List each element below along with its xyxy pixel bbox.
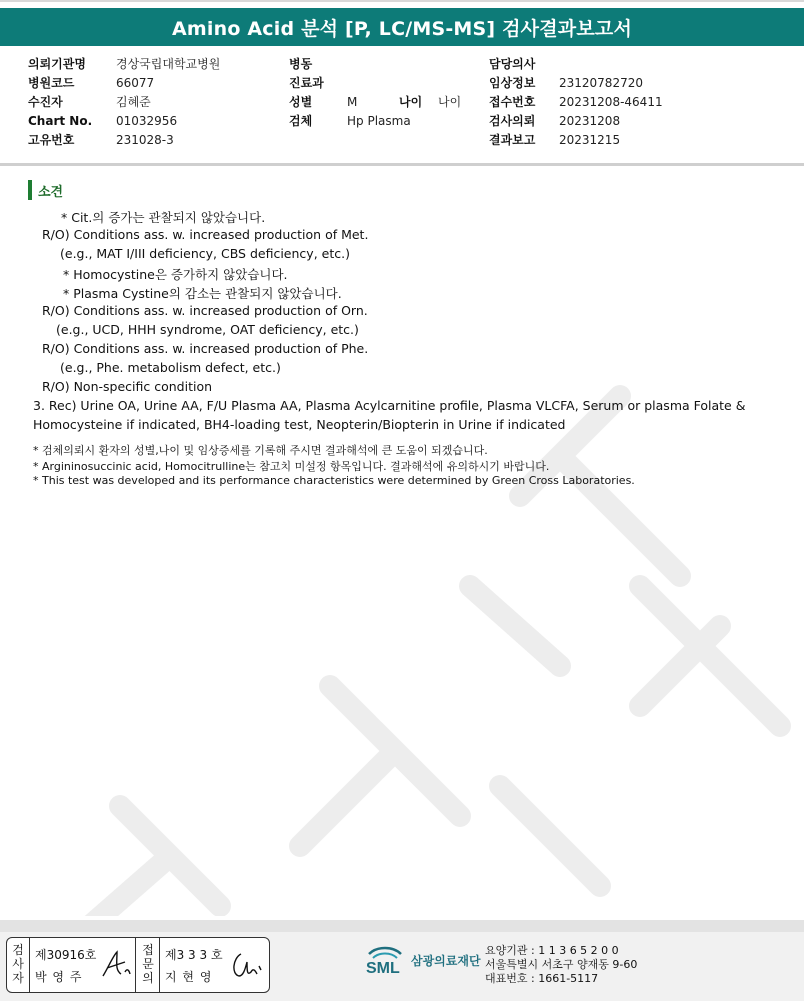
finding-line: * Plasma Cystine의 감소는 관찰되지 않았습니다. [63, 286, 342, 301]
finding-line: 3. Rec) Urine OA, Urine AA, F/U Plasma AA, Plasma Acylcarnitine profile, Plasma VLCFA, Serum or plasma Folate & [33, 398, 746, 413]
label-institution: 의뢰기관명 [28, 57, 86, 71]
section-accent-bar [28, 180, 32, 200]
finding-line: * Homocystine은 증가하지 않았습니다. [63, 267, 288, 282]
patient-info-col1 [28, 55, 220, 150]
finding-line: (e.g., MAT I/III deficiency, CBS deficiency, etc.) [60, 246, 350, 261]
reviewer-signature-mark [227, 948, 263, 982]
label-physician: 담당의사 [489, 57, 536, 71]
value-institution: 경상국립대학교병원 [116, 57, 221, 71]
finding-line: (e.g., Phe. metabolism defect, etc.) [60, 360, 281, 375]
org-logo [363, 944, 481, 976]
finding-line: (e.g., UCD, HHH syndrome, OAT deficiency, etc.) [56, 322, 359, 337]
finding-line: R/O) Conditions ass. w. increased production of Orn. [42, 303, 368, 318]
finding-line: Homocysteine if indicated, BH4-loading test, Neopterin/Biopterin in Urine if indicated [33, 417, 566, 432]
reviewer-license-no: 제3 3 3 호 [165, 948, 223, 962]
signature-divider [159, 938, 160, 992]
label-ward: 병동 [289, 57, 313, 71]
finding-line: R/O) Conditions ass. w. increased production of Met. [42, 227, 369, 242]
sml-logo-mark [363, 944, 407, 976]
label-sex: 성별 [289, 95, 313, 109]
report-title-bar [0, 8, 804, 46]
label-chart-no: Chart No. [28, 114, 93, 128]
tester-label-text: 검 사 자 [12, 943, 24, 985]
reviewer-label-text: 접 문 의 [142, 943, 154, 985]
value-unique-no: 231028-3 [116, 133, 174, 147]
value-patient: 김혜준 [116, 95, 151, 109]
report-title: Amino Acid 분석 [P, LC/MS-MS] 검사결과보고서 [171, 17, 633, 40]
value-hospital-code: 66077 [116, 76, 155, 90]
org-address: 서울특별시 서초구 양재동 9-60 [485, 958, 638, 971]
label-report-date: 결과보고 [489, 133, 536, 147]
reviewer-name: 지 현 영 [165, 970, 213, 984]
value-chart-no: 01032956 [116, 114, 178, 128]
tester-license-no: 제30916호 [35, 948, 97, 962]
finding-line: * Cit.의 증가는 관찰되지 않았습니다. [61, 210, 266, 225]
note-line: * This test was developed and its performance characteristics were determined by Green Cross Laboratories. [33, 474, 635, 487]
tester-signature-mark [99, 948, 133, 982]
label-specimen: 검체 [289, 114, 313, 128]
tester-label [10, 943, 26, 985]
signature-box [6, 937, 270, 993]
org-phone: 대표번호 : 1661-5117 [485, 972, 599, 985]
label-clinical-info: 임상정보 [489, 76, 536, 90]
value-receipt-no: 20231208-46411 [559, 95, 663, 109]
findings-heading [28, 180, 63, 200]
top-border [0, 0, 804, 2]
patient-info-col2 [289, 55, 461, 131]
finding-line: R/O) Conditions ass. w. increased production of Phe. [42, 341, 369, 356]
footer-band [0, 920, 804, 932]
patient-info-col3 [489, 55, 663, 150]
tester-name: 박 영 주 [35, 970, 83, 984]
org-code: 요양기관 : 1 1 3 6 5 2 0 0 [485, 944, 619, 957]
label-hospital-code: 병원코드 [28, 76, 75, 90]
org-address-block [485, 944, 637, 986]
note-line: * Argininosuccinic acid, Homocitrulline는 참고치 미설정 항목입니다. 결과해석에 유의하시기 바랍니다. [33, 460, 550, 473]
finding-line: R/O) Non-specific condition [42, 379, 213, 394]
label-department: 진료과 [289, 76, 324, 90]
signature-divider [135, 938, 136, 992]
label-request-date: 검사의뢰 [489, 114, 536, 128]
label-patient: 수진자 [28, 95, 63, 109]
signature-divider [29, 938, 30, 992]
value-request-date: 20231208 [559, 114, 621, 128]
reviewer-label [140, 943, 156, 985]
findings-title: 소견 [38, 184, 64, 200]
logo-text: SML [366, 960, 400, 976]
note-line: * 검체의뢰시 환자의 성별,나이 및 임상증세를 기록해 주시면 결과해석에 큰 도움이 되겠습니다. [33, 444, 488, 457]
label-unique-no: 고유번호 [28, 133, 75, 147]
value-clinical-info: 23120782720 [559, 76, 643, 90]
org-name: 삼광의료재단 [411, 953, 481, 968]
label-receipt-no: 접수번호 [489, 95, 536, 109]
value-age: 나이 [438, 95, 462, 109]
value-report-date: 20231215 [559, 133, 621, 147]
value-specimen: Hp Plasma [347, 114, 411, 128]
label-age: 나이 [399, 95, 423, 109]
value-sex: M [347, 95, 358, 109]
